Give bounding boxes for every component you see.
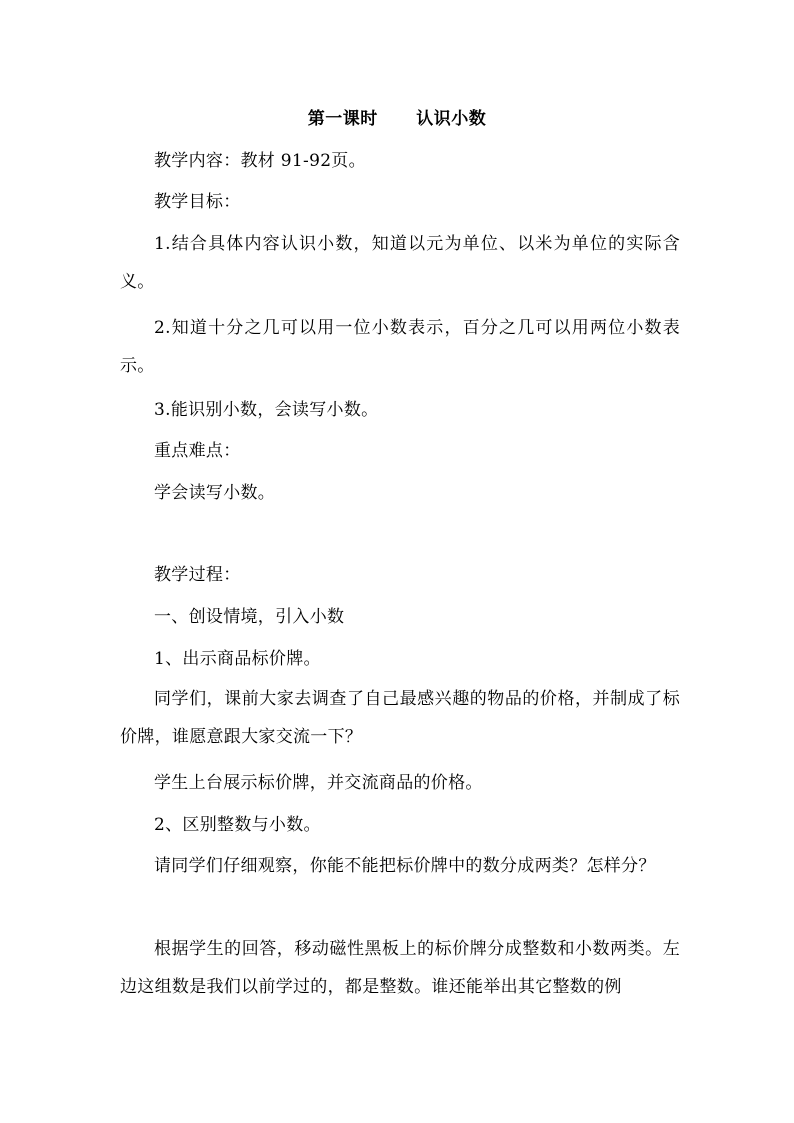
process-heading: 教学过程： [154, 565, 241, 585]
paragraph-3: 请同学们仔细观察，你能不能把标价牌中的数分成两类？怎样分？ [154, 856, 656, 876]
paragraph-1: 同学们，课前大家去调查了自己最感兴趣的物品的价格，并制成了标价牌，谁愿意跟大家交流一下？ [120, 689, 680, 747]
step-2: 2、区别整数与小数。 [154, 815, 321, 835]
paragraph-4: 根据学生的回答，移动磁性黑板上的标价牌分成整数和小数两类。左边这组数是我们以前学过的，都是整数。谁还能举出其它整数的例 [120, 939, 680, 997]
key-points: 学会读写小数。 [154, 483, 276, 503]
teaching-content: 教学内容：教材 91-92页。 [154, 151, 366, 171]
goals-heading: 教学目标： [154, 192, 241, 212]
section-heading-1: 一、创设情境，引入小数 [154, 607, 345, 627]
step-1: 1、出示商品标价牌。 [154, 649, 321, 669]
goal-3: 3.能识别小数，会读写小数。 [154, 400, 379, 420]
goal-1: 1.结合具体内容认识小数，知道以元为单位、以米为单位的实际含义。 [120, 234, 680, 292]
key-points-heading: 重点难点： [154, 441, 241, 461]
goal-2: 2.知道十分之几可以用一位小数表示，百分之几可以用两位小数表示。 [120, 318, 680, 376]
lesson-title: 第一课时 认识小数 [307, 109, 487, 129]
paragraph-2: 学生上台展示标价牌，并交流商品的价格。 [154, 773, 483, 793]
